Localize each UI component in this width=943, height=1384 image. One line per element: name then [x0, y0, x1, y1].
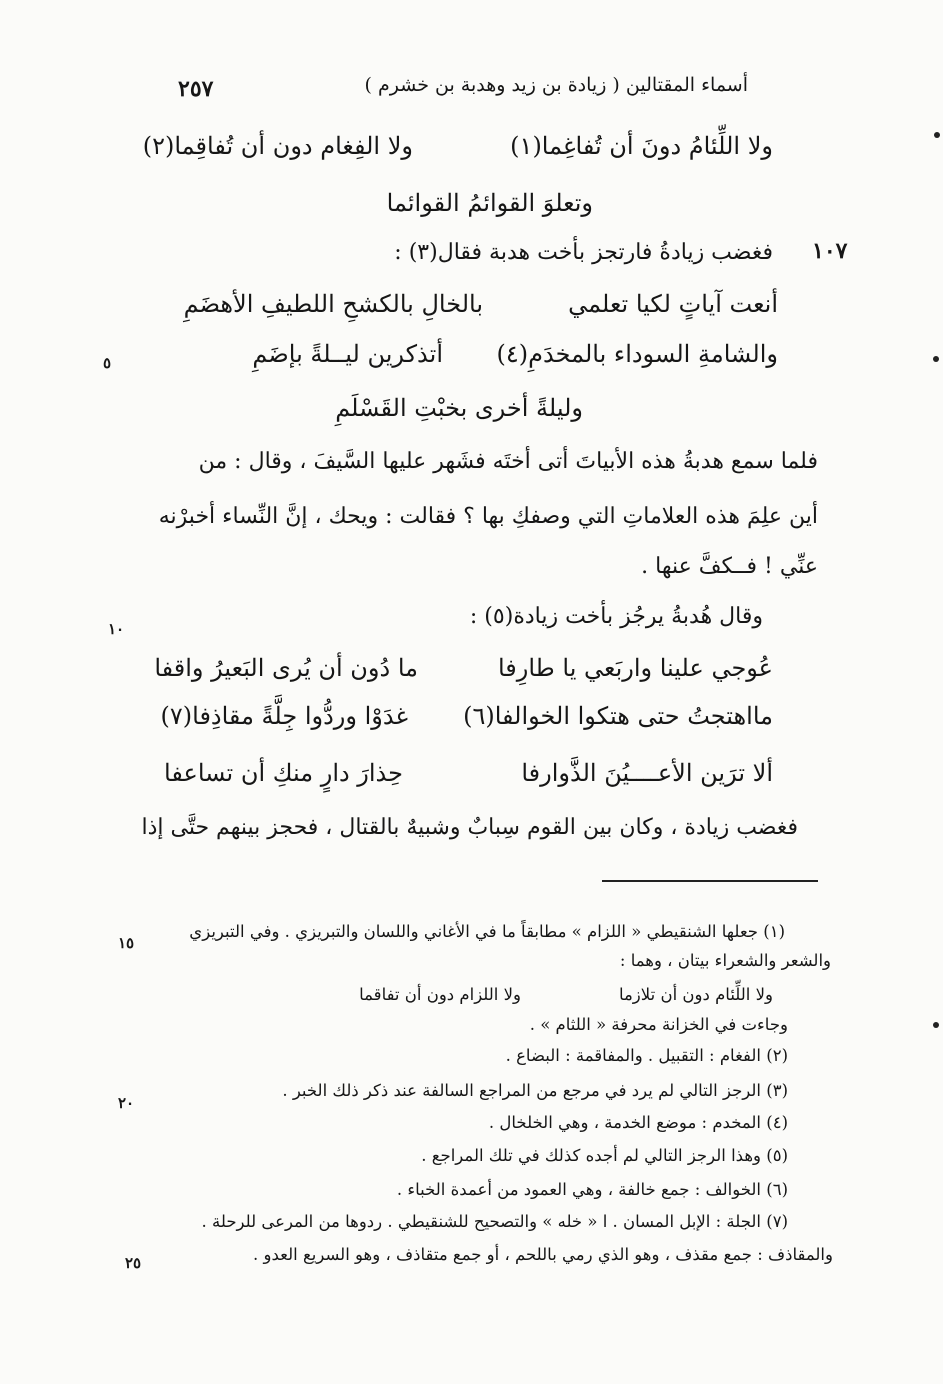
intro-2: وقال هُدبةُ يرجُز بأخت زيادة(٥) : — [469, 604, 763, 629]
verse-1-left: ولا الفِغام دون أن تُفاقِما(٢) — [142, 132, 413, 160]
footnote-2: (٢) الفغام : التقبيل . والمفاقمة : البضاع . — [505, 1046, 788, 1065]
verse-7-right: مااهتجتُ حتى هتكوا الخوالفا(٦) — [463, 702, 773, 730]
margin-number-20: ٢٠ — [118, 1094, 135, 1112]
footnote-1-verse-right: ولا اللِّئام دون أن تلازما — [618, 985, 773, 1004]
footnote-5: (٥) وهذا الرجز التالي لم أجده كذلك في تلك المراجع . — [421, 1146, 788, 1165]
verse-2-center: وتعلوَ القوائمُ القوائما — [386, 189, 593, 217]
verse-6-right: عُوجي علينا واربَعي يا طارِفا — [497, 654, 773, 682]
margin-number-5: ٥ — [103, 354, 112, 372]
verse-6-left: ما دُون أن يُرى البَعيرُ واقفا — [154, 654, 418, 682]
prose-line-1: فلما سمع هدبةُ هذه الأبياتَ أتى أختَه فشَهر عليها السَّيفَ ، وقال : من — [198, 449, 818, 474]
scan-speck — [933, 1022, 939, 1028]
running-title: أسماء المقتالين ( زيادة بن زيد وهدبة بن خشرم ) — [364, 74, 748, 96]
section-number: ١٠٧ — [812, 238, 848, 264]
verse-3-left: بالخالِ بالكشحِ اللطيفِ الأهضَمِ — [183, 290, 483, 318]
verse-7-left: غدَوْا وردُّوا جِلَّةً مقاذِفا(٧) — [160, 702, 408, 730]
footnote-7-cont: والمقاذف : جمع مقذف ، وهو الذي رمي باللحم ، أو جمع متقاذف ، وهو السريع العدو . — [253, 1245, 833, 1264]
footnote-1-cont: والشعر والشعراء بيتان ، وهما : — [619, 951, 831, 970]
verse-4-right: والشامةِ السوداء بالمخدَمِ(٤) — [496, 340, 778, 368]
footnote-1: (١) جعلها الشنقيطي « اللزام » مطابقاً ما في الأغاني واللسان والتبريزي . وفي التبريزي — [189, 922, 785, 941]
scan-speck — [934, 132, 940, 138]
prose-line-2: أين علِمَ هذه العلاماتِ التي وصفكِ بها ؟ فقالت : ويحك ، إنَّ النِّساء أخبرْنه — [158, 504, 818, 529]
prose-line-3: عنِّي ! فــكفَّ عنها . — [641, 554, 818, 579]
verse-8-left: حِذارَ دارٍ منكِ أن تساعفا — [164, 759, 403, 787]
footnote-4: (٤) المخدم : موضع الخدمة ، وهي الخلخال . — [488, 1113, 788, 1132]
section-intro: فغضب زيادةُ فارتجز بأخت هدبة فقال(٣) : — [394, 240, 773, 265]
prose-line-4: فغضب زيادة ، وكان بين القوم سِبابٌ وشبيهٌ بالقتال ، فحجز بينهم حتَّى إذا — [141, 815, 798, 840]
footnote-3: (٣) الرجز التالي لم يرد في مرجع من المراجع السالفة عند ذكر ذلك الخبر . — [282, 1081, 788, 1100]
margin-number-10: ١٠ — [108, 620, 125, 638]
verse-5-center: وليلةً أخرى بخبْتِ القَسْلَمِ — [335, 394, 583, 422]
verse-3-right: أنعت آياتٍ لكيا تعلمي — [568, 290, 778, 318]
scan-speck — [933, 356, 939, 362]
footnote-6: (٦) الخوالف : جمع خالفة ، وهي العمود من أعمدة الخباء . — [396, 1180, 788, 1199]
verse-1-right: ولا اللِّئامُ دونَ أن تُفاغِما(١) — [510, 132, 773, 160]
footnote-1-verse-left: ولا اللزام دون أن تفاقما — [359, 985, 521, 1004]
footnote-separator — [602, 880, 818, 882]
margin-number-15: ١٥ — [118, 934, 135, 952]
footnote-7: (٧) الجلة : الإبل المسان . ا « خله » والتصحيح للشنقيطي . ردوها من المرعى للرحلة . — [201, 1212, 788, 1231]
verse-8-right: ألا ترَين الأعــــيُنَ الذَّوارفا — [521, 759, 773, 787]
verse-4-left: أتذكرين ليــلةً بإضَمِ — [252, 340, 443, 368]
page-number: ٢٥٧ — [178, 76, 214, 102]
margin-number-25: ٢٥ — [125, 1254, 142, 1272]
footnote-1-note: وجاءت في الخزانة محرفة « اللثام » . — [529, 1015, 788, 1034]
